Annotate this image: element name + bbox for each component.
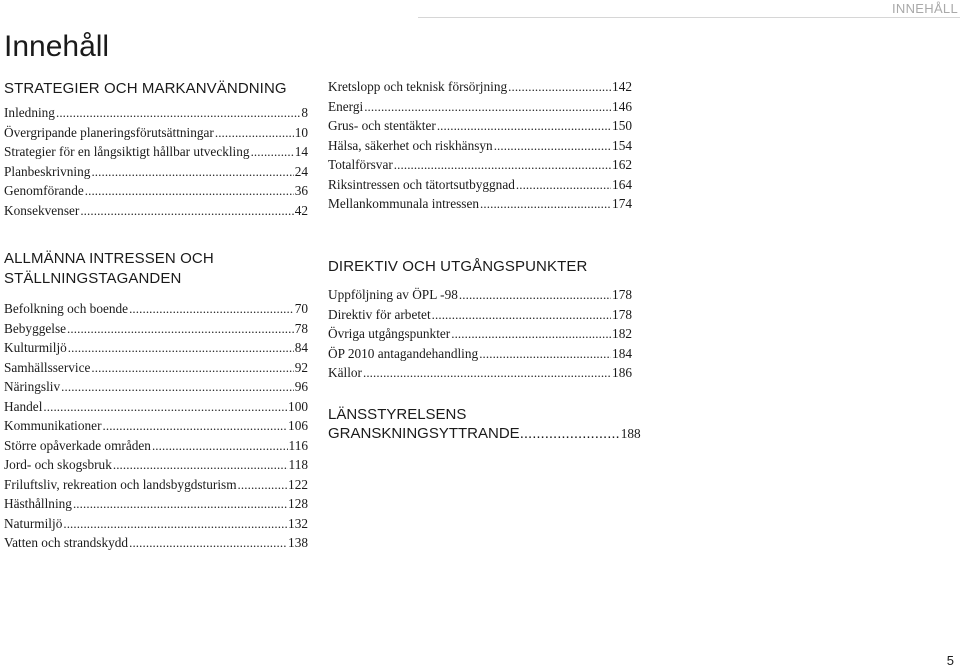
- toc-item-page: 8: [301, 105, 308, 120]
- toc-item-leader: [364, 97, 611, 117]
- toc-item-title: GRANSKNINGSYTTRANDE: [328, 425, 520, 442]
- toc-item-page: 96: [294, 379, 308, 394]
- toc-item[interactable]: [328, 77, 632, 97]
- toc-item-page: 70: [294, 301, 308, 316]
- toc-item-page: 10: [294, 124, 308, 140]
- toc-item-leader: [494, 136, 611, 156]
- toc-item-leader: [43, 397, 287, 417]
- toc-item-leader: [451, 324, 611, 344]
- toc-item-title: Kommunikationer: [4, 418, 102, 433]
- section-heading-line-2: STÄLLNINGSTAGANDEN: [4, 270, 182, 287]
- page-title: Innehåll: [4, 30, 110, 63]
- toc-item-page: 138: [288, 535, 308, 550]
- section-lansstyrelsen: [328, 405, 641, 442]
- toc-item[interactable]: [4, 436, 308, 456]
- toc-item-title: Planbeskrivning: [4, 163, 91, 179]
- toc-item-title: Genomförande: [4, 183, 84, 198]
- toc-item-page: 164: [612, 176, 632, 192]
- toc-item-page: 36: [294, 183, 308, 198]
- toc-item-leader: [516, 175, 611, 195]
- toc-item-leader: [152, 436, 288, 456]
- toc-item-page: 146: [612, 98, 632, 114]
- toc-item-page: 178: [612, 306, 632, 322]
- toc-item-leader: [61, 377, 294, 397]
- toc-item-page: 106: [288, 418, 308, 433]
- toc-item-leader: [437, 116, 611, 136]
- toc-item[interactable]: [328, 97, 632, 117]
- toc-item-page: 100: [288, 398, 308, 414]
- toc-item-page: 178: [612, 287, 632, 302]
- toc-item-leader: [238, 475, 288, 495]
- toc-item[interactable]: [4, 533, 308, 553]
- toc-item-page: 132: [288, 515, 308, 531]
- toc-item-title: Riksintressen och tätortsutbyggnad: [328, 176, 515, 192]
- header-section-label: INNEHÅLL: [892, 1, 958, 16]
- toc-item-title: Friluftsliv, rekreation och landsbygdsturism: [4, 476, 237, 492]
- toc-item-leader: [56, 103, 300, 123]
- toc-list: [4, 299, 308, 553]
- toc-item-page: 154: [612, 137, 632, 153]
- toc-item-page: 188: [620, 426, 641, 441]
- toc-item-page: 24: [294, 163, 308, 179]
- toc-item-title: Inledning: [4, 105, 55, 120]
- section-heading: DIREKTIV OCH UTGÅNGSPUNKTER: [328, 258, 588, 275]
- toc-item-title: Uppföljning av ÖPL -98: [328, 287, 458, 302]
- toc-item[interactable]: [328, 324, 632, 344]
- toc-item-granskningsyttrande[interactable]: [328, 425, 641, 442]
- toc-item[interactable]: [328, 344, 632, 364]
- toc-item[interactable]: [328, 194, 632, 214]
- section-heading-line-1: ALLMÄNNA INTRESSEN OCH: [4, 250, 214, 267]
- toc-item-page: 150: [612, 118, 632, 133]
- toc-item-title: Källor: [328, 365, 362, 380]
- toc-item[interactable]: [4, 475, 308, 495]
- toc-item-leader: [103, 416, 288, 436]
- section-allmanna-intressen: [4, 249, 308, 553]
- toc-list: [328, 285, 632, 383]
- toc-item-title: Hälsa, säkerhet och riskhänsyn: [328, 137, 493, 153]
- toc-item-leader: [251, 142, 294, 162]
- toc-item-leader: ........................: [519, 425, 620, 442]
- toc-item-title: Strategier för en långsiktigt hållbar utveckling: [4, 144, 250, 159]
- toc-item-title: Konsekvenser: [4, 202, 80, 218]
- toc-item-leader: [508, 77, 611, 97]
- toc-item-leader: [129, 533, 287, 553]
- toc-item-title: Vatten och strandskydd: [4, 535, 129, 550]
- toc-item[interactable]: [4, 514, 308, 534]
- toc-item-page: 174: [612, 196, 632, 211]
- toc-item-title: Handel: [4, 398, 43, 414]
- toc-item[interactable]: [328, 116, 632, 136]
- toc-item[interactable]: [4, 162, 308, 182]
- toc-item-leader: [394, 155, 611, 175]
- toc-item-leader: [67, 319, 294, 339]
- toc-item-leader: [480, 194, 611, 214]
- toc-item-page: 42: [294, 202, 308, 218]
- toc-item[interactable]: [4, 201, 308, 221]
- toc-item-title: Grus- och stentäkter: [328, 118, 436, 133]
- toc-item[interactable]: [328, 175, 632, 195]
- toc-item[interactable]: [4, 455, 308, 475]
- toc-item-leader: [91, 358, 293, 378]
- toc-item-title: Naturmiljö: [4, 515, 63, 531]
- toc-item-title: Bebyggelse: [4, 320, 67, 336]
- toc-item-leader: [215, 123, 294, 143]
- toc-item[interactable]: [4, 181, 308, 201]
- toc-item-title: Större opåverkade områden: [4, 437, 151, 453]
- toc-item-leader: [68, 338, 294, 358]
- toc-item[interactable]: [4, 377, 308, 397]
- toc-item[interactable]: [4, 416, 308, 436]
- toc-item-page: 118: [288, 457, 308, 472]
- toc-item-title: Hästhållning: [4, 496, 72, 511]
- toc-item-page: 184: [612, 345, 632, 361]
- page-number: 5: [946, 653, 954, 668]
- toc-item-leader: [432, 305, 611, 325]
- toc-item-title: Befolkning och boende: [4, 301, 129, 316]
- toc-item-title: Näringsliv: [4, 379, 61, 394]
- toc-item[interactable]: [4, 358, 308, 378]
- toc-item-leader: [459, 285, 611, 305]
- toc-item-leader: [80, 201, 293, 221]
- toc-item[interactable]: [4, 142, 308, 162]
- toc-item[interactable]: [328, 363, 632, 383]
- toc-item-leader: [363, 363, 611, 383]
- section-direktiv: [328, 257, 632, 383]
- section-heading-line-1: LÄNSSTYRELSENS: [328, 406, 467, 423]
- toc-list: [328, 77, 632, 214]
- toc-item[interactable]: [4, 123, 308, 143]
- section-kretslopp: [328, 77, 632, 214]
- toc-item-title: Jord- och skogsbruk: [4, 457, 112, 472]
- toc-item-title: Samhällsservice: [4, 359, 91, 375]
- toc-item-leader: [73, 494, 287, 514]
- toc-item-leader: [91, 162, 293, 182]
- toc-item[interactable]: [328, 155, 632, 175]
- toc-item[interactable]: [4, 103, 308, 123]
- header-divider: [418, 17, 960, 18]
- toc-item-page: 186: [612, 365, 632, 380]
- toc-list: [4, 103, 308, 220]
- toc-item[interactable]: [4, 397, 308, 417]
- toc-item[interactable]: [4, 319, 308, 339]
- toc-item-title: Direktiv för arbetet: [328, 306, 431, 322]
- toc-item-title: Totalförsvar: [328, 157, 393, 172]
- toc-item[interactable]: [4, 299, 308, 319]
- toc-item-title: Mellankommunala intressen: [328, 196, 480, 211]
- toc-item-page: 116: [288, 437, 308, 453]
- toc-item-title: Övergripande planeringsförutsättningar: [4, 124, 214, 140]
- toc-item-page: 162: [612, 157, 632, 172]
- toc-item-page: 84: [294, 340, 308, 355]
- toc-item-title: Energi: [328, 98, 364, 114]
- toc-item-page: 78: [294, 320, 308, 336]
- toc-item[interactable]: [328, 305, 632, 325]
- toc-item-leader: [479, 344, 611, 364]
- section-strategier: [4, 79, 308, 220]
- section-heading: STRATEGIER OCH MARKANVÄNDNING: [4, 80, 287, 97]
- toc-item-page: 92: [294, 359, 308, 375]
- toc-item-leader: [63, 514, 287, 534]
- toc-item-page: 142: [612, 79, 632, 94]
- toc-item-leader: [113, 455, 288, 475]
- toc-item-leader: [85, 181, 294, 201]
- toc-item-title: Kretslopp och teknisk försörjning: [328, 79, 508, 94]
- toc-item-title: ÖP 2010 antagandehandling: [328, 345, 479, 361]
- toc-item-page: 122: [288, 476, 308, 492]
- toc-item-title: Övriga utgångspunkter: [328, 326, 451, 341]
- toc-item-page: 128: [288, 496, 308, 511]
- toc-item-page: 182: [612, 326, 632, 341]
- toc-item[interactable]: [328, 285, 632, 305]
- toc-item-page: 14: [294, 144, 308, 159]
- toc-item[interactable]: [328, 136, 632, 156]
- toc-item-leader: [129, 299, 294, 319]
- toc-item[interactable]: [4, 338, 308, 358]
- toc-item-title: Kulturmiljö: [4, 340, 67, 355]
- toc-item[interactable]: [4, 494, 308, 514]
